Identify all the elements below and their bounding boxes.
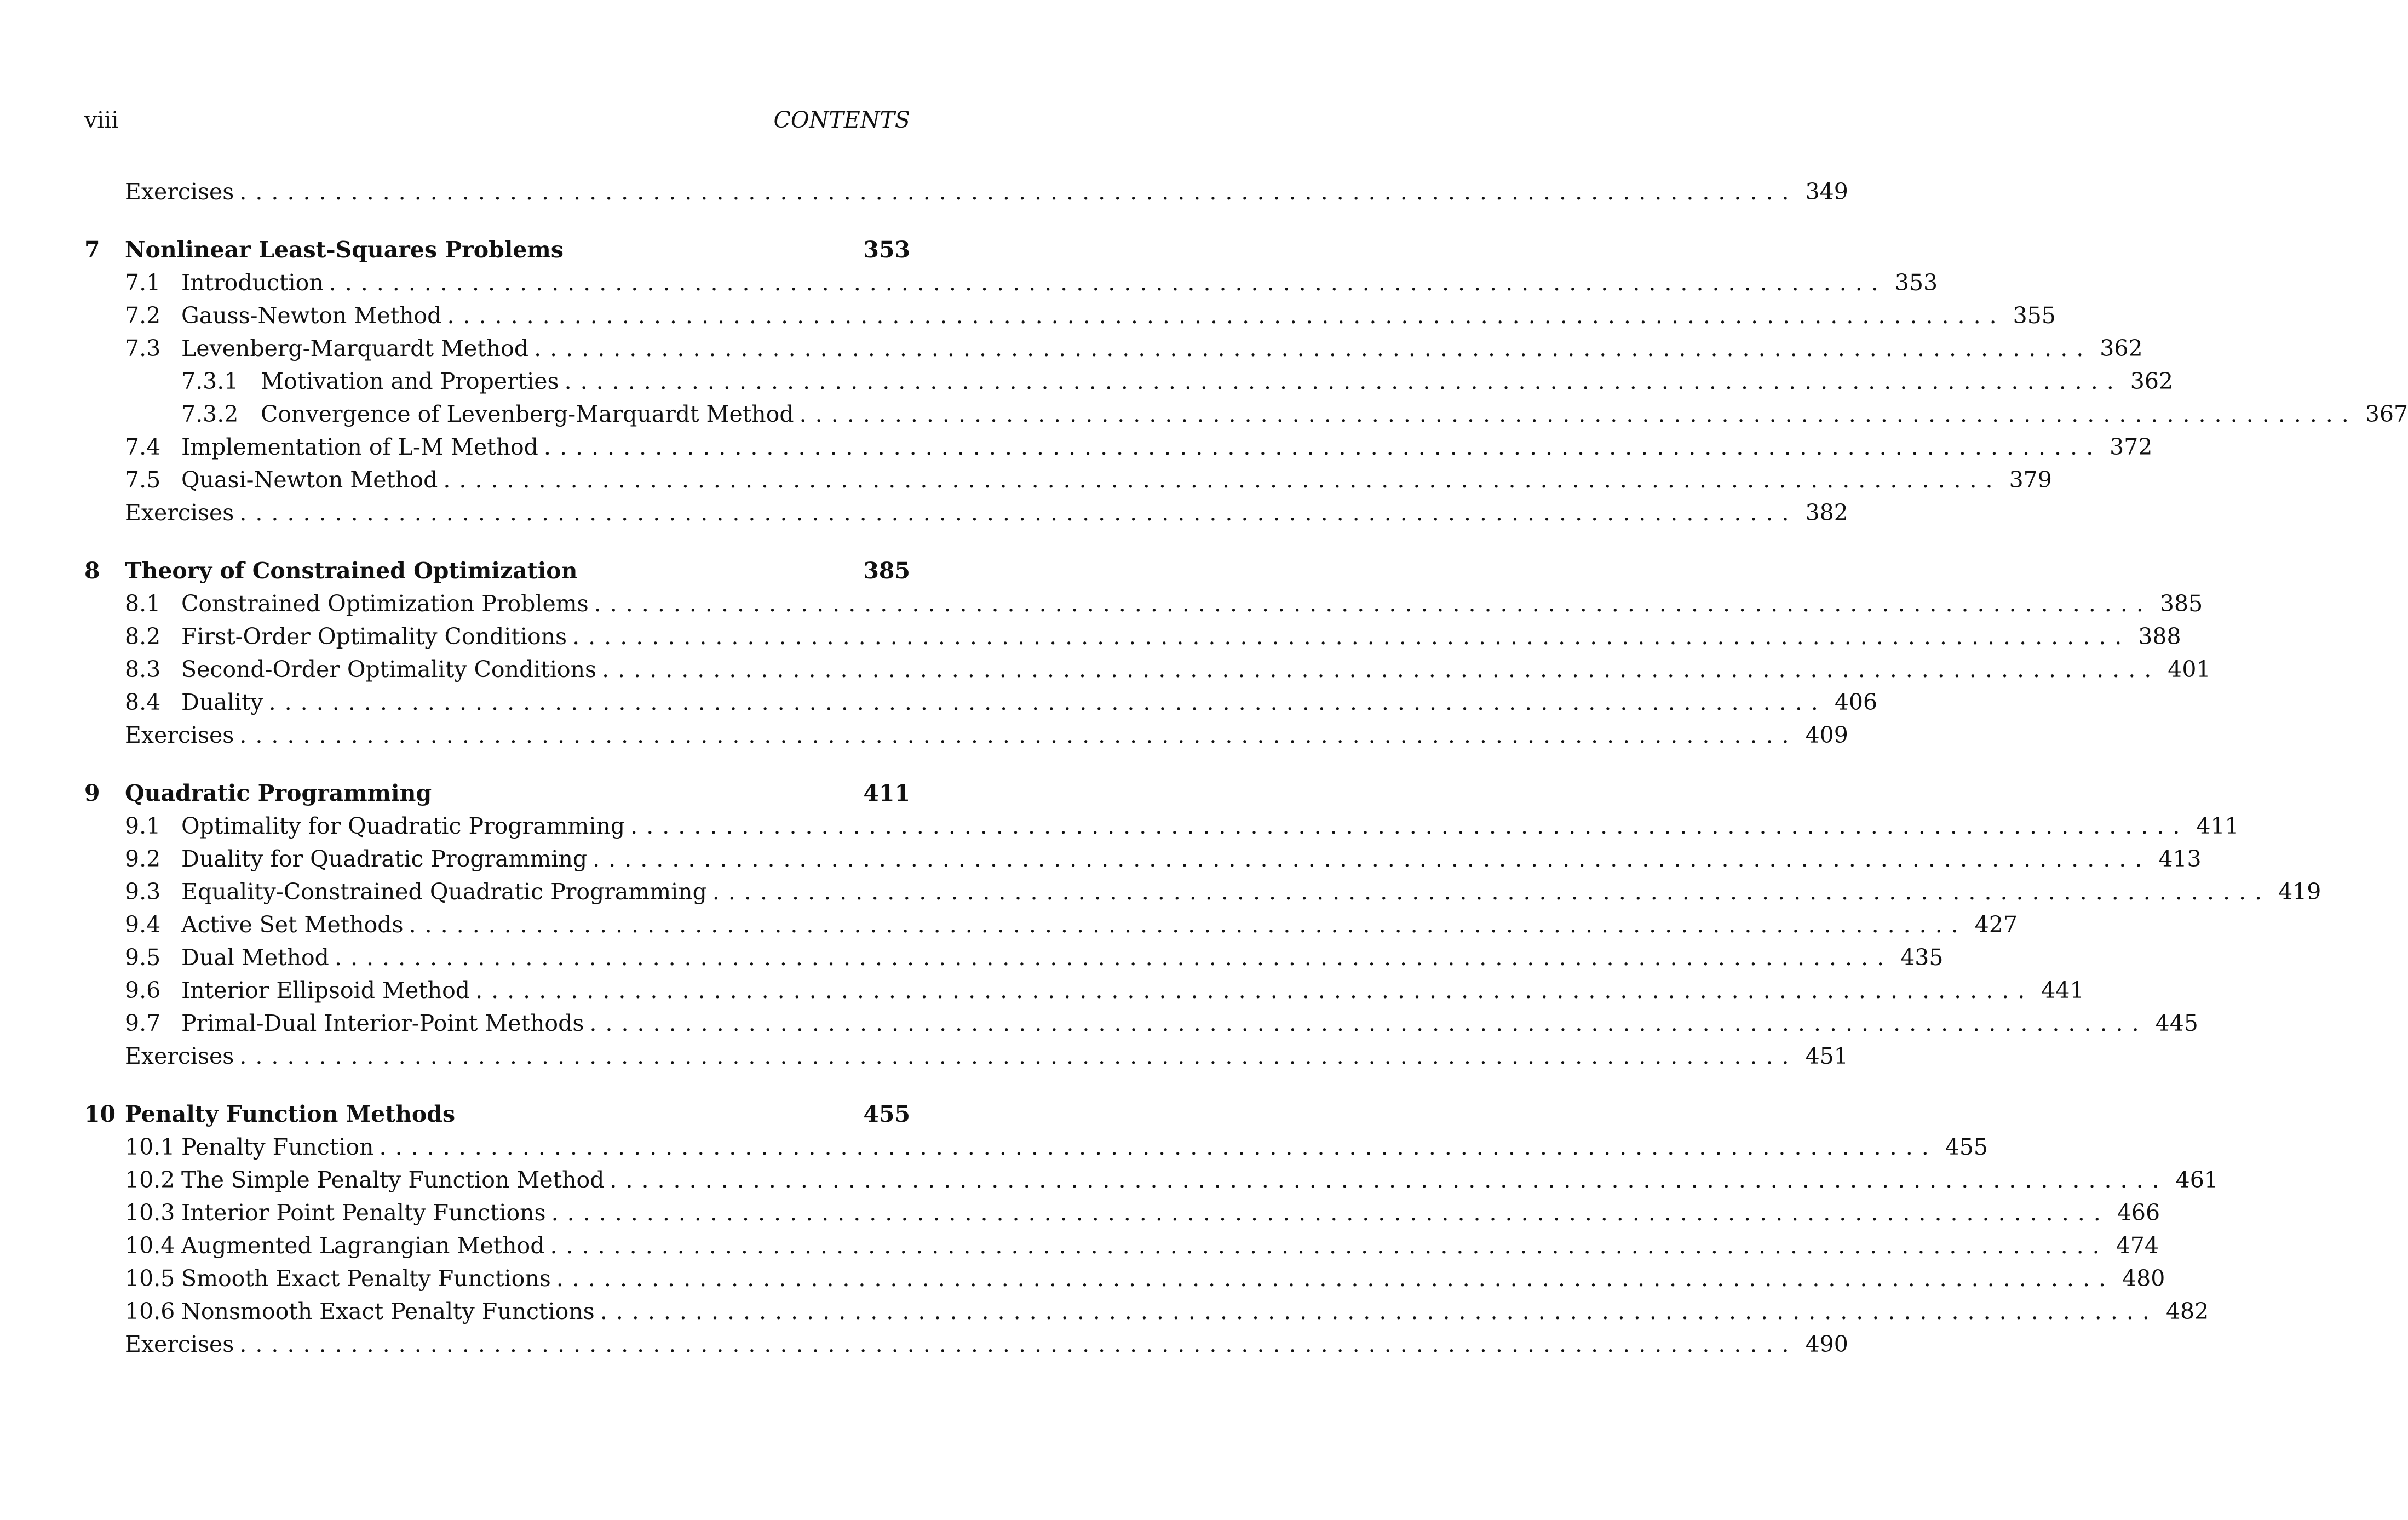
section-number: 8.2 bbox=[125, 623, 161, 650]
dot-leader: .................................................................................................. bbox=[329, 269, 1887, 296]
dot-leader: .................................................................................................. bbox=[799, 401, 2358, 427]
chapter-number: 8 bbox=[84, 558, 100, 584]
toc-page-number: 451 bbox=[1805, 1043, 1848, 1069]
section-title: Primal-Dual Interior-Point Methods bbox=[181, 1007, 589, 1040]
toc-section-7-5 bbox=[84, 463, 2052, 496]
section-title: Equality-Constrained Quadratic Programming bbox=[181, 875, 712, 908]
section-title: Second-Order Optimality Conditions bbox=[181, 653, 602, 686]
toc-chapter-9 bbox=[84, 777, 910, 810]
toc-page-number: 474 bbox=[2116, 1232, 2159, 1259]
toc-chapter-10 bbox=[84, 1098, 910, 1131]
toc-section-10-4 bbox=[84, 1229, 2159, 1262]
page-number: viii bbox=[84, 107, 119, 133]
toc-page-number: 441 bbox=[2041, 977, 2084, 1003]
section-title: Optimality for Quadratic Programming bbox=[181, 810, 630, 842]
dot-leader: .................................................................................................. bbox=[551, 1200, 2110, 1226]
toc-entry-label: Exercises bbox=[125, 719, 239, 752]
toc-section-9-7 bbox=[84, 1007, 2198, 1040]
section-title: First-Order Optimality Conditions bbox=[181, 620, 572, 653]
section-number: 9.2 bbox=[125, 846, 161, 872]
dot-leader: .................................................................................................. bbox=[600, 1298, 2158, 1324]
toc-entry-exercises bbox=[84, 1328, 1848, 1361]
dot-leader: .................................................................................................. bbox=[589, 1010, 2148, 1036]
toc-subsection-7-3-2 bbox=[84, 398, 2408, 431]
section-title: Quasi-Newton Method bbox=[181, 463, 443, 496]
toc-page-number: 362 bbox=[2100, 335, 2143, 362]
chapter-title: Nonlinear Least-Squares Problems bbox=[125, 233, 569, 266]
subsection-number: 7.3.1 bbox=[181, 368, 239, 394]
section-number: 7.1 bbox=[125, 269, 161, 296]
toc-section-8-4 bbox=[84, 686, 1878, 719]
section-number: 9.4 bbox=[125, 911, 161, 938]
toc-page-number: 482 bbox=[2165, 1298, 2209, 1324]
section-title: Levenberg-Marquardt Method bbox=[181, 332, 534, 365]
toc-page-number: 372 bbox=[2110, 434, 2153, 460]
toc-section-9-4 bbox=[84, 908, 2018, 941]
section-number: 10.5 bbox=[125, 1265, 175, 1292]
toc-entry-exercises bbox=[84, 719, 1848, 752]
toc-section-9-1 bbox=[84, 810, 2239, 842]
toc-section-10-6 bbox=[84, 1295, 2209, 1328]
toc-page-number: 411 bbox=[863, 780, 910, 806]
toc-section-7-1 bbox=[84, 266, 1938, 299]
toc-section-7-4 bbox=[84, 431, 2153, 463]
toc-page-number: 367 bbox=[2365, 401, 2408, 427]
section-number: 10.4 bbox=[125, 1232, 175, 1259]
dot-leader: .................................................................................................. bbox=[543, 434, 2102, 460]
toc-section-10-3 bbox=[84, 1196, 2160, 1229]
dot-leader: .................................................................................................. bbox=[239, 722, 1798, 748]
toc-page-number: 435 bbox=[1900, 944, 1944, 971]
toc-section-10-1 bbox=[84, 1131, 1989, 1163]
toc-page-number: 385 bbox=[2159, 590, 2203, 617]
chapter-title: Quadratic Programming bbox=[125, 777, 437, 810]
section-title: Gauss-Newton Method bbox=[181, 299, 447, 332]
section-title: Augmented Lagrangian Method bbox=[181, 1229, 550, 1262]
toc-chapter-7 bbox=[84, 233, 910, 266]
section-title: Penalty Function bbox=[181, 1131, 380, 1163]
chapter-title: Penalty Function Methods bbox=[125, 1098, 461, 1131]
section-title: Implementation of L-M Method bbox=[181, 431, 544, 463]
dot-leader: .................................................................................................. bbox=[447, 302, 2005, 329]
chapter-number: 9 bbox=[84, 780, 100, 806]
toc-page-number: 353 bbox=[1894, 269, 1938, 296]
section-title: Dual Method bbox=[181, 941, 335, 974]
toc-page-number: 466 bbox=[2117, 1200, 2160, 1226]
subsection-number: 7.3.2 bbox=[181, 401, 239, 427]
section-number: 8.4 bbox=[125, 689, 161, 715]
toc-entry-label: Exercises bbox=[125, 496, 239, 529]
section-title: Interior Ellipsoid Method bbox=[181, 974, 475, 1007]
running-title: CONTENTS bbox=[773, 107, 910, 133]
toc-entry-label: Exercises bbox=[125, 175, 239, 208]
section-title: The Simple Penalty Function Method bbox=[181, 1163, 610, 1196]
toc-page-number: 401 bbox=[2168, 656, 2211, 682]
toc-page-number: 409 bbox=[1805, 722, 1848, 748]
section-title: Introduction bbox=[181, 266, 329, 299]
section-number: 7.5 bbox=[125, 467, 161, 493]
toc-section-7-2 bbox=[84, 299, 2056, 332]
toc-page-number: 349 bbox=[1805, 179, 1848, 205]
dot-leader: .................................................................................................. bbox=[409, 911, 1967, 938]
toc-page-number: 411 bbox=[2196, 813, 2239, 839]
dot-leader: .................................................................................................. bbox=[534, 335, 2093, 362]
section-number: 8.3 bbox=[125, 656, 161, 682]
toc-entry-exercises bbox=[84, 1040, 1848, 1072]
toc-section-9-3 bbox=[84, 875, 2321, 908]
dot-leader: .................................................................................................. bbox=[572, 623, 2131, 650]
section-title: Smooth Exact Penalty Functions bbox=[181, 1262, 556, 1295]
toc-section-10-2 bbox=[84, 1163, 2219, 1196]
section-number: 10.2 bbox=[125, 1167, 175, 1193]
chapter-number: 10 bbox=[84, 1101, 116, 1127]
chapter-title: Theory of Constrained Optimization bbox=[125, 554, 583, 587]
section-number: 10.6 bbox=[125, 1298, 175, 1324]
dot-leader: .................................................................................................. bbox=[379, 1134, 1938, 1160]
dot-leader: .................................................................................................. bbox=[593, 846, 2151, 872]
section-number: 7.4 bbox=[125, 434, 161, 460]
toc-entry-exercises bbox=[84, 175, 1848, 208]
toc-entry-label: Exercises bbox=[125, 1328, 239, 1361]
toc-page-number: 379 bbox=[2009, 467, 2052, 493]
dot-leader: .................................................................................................. bbox=[268, 689, 1827, 715]
dot-leader: .................................................................................................. bbox=[594, 590, 2152, 617]
toc-section-8-1 bbox=[84, 587, 2203, 620]
toc-page-number: 355 bbox=[2013, 302, 2056, 329]
toc-section-7-3 bbox=[84, 332, 2143, 365]
toc-page-number: 353 bbox=[863, 237, 910, 263]
toc-page-number: 445 bbox=[2155, 1010, 2198, 1036]
section-title: Nonsmooth Exact Penalty Functions bbox=[181, 1295, 600, 1328]
table-of-contents bbox=[84, 175, 2408, 1361]
toc-entry-exercises bbox=[84, 496, 1848, 529]
chapter-number: 7 bbox=[84, 237, 100, 263]
dot-leader: .................................................................................................. bbox=[630, 813, 2189, 839]
section-title: Duality bbox=[181, 686, 269, 719]
section-number: 9.5 bbox=[125, 944, 161, 971]
dot-leader: .................................................................................................. bbox=[239, 1331, 1798, 1357]
toc-section-8-2 bbox=[84, 620, 2181, 653]
section-number: 9.1 bbox=[125, 813, 161, 839]
dot-leader: .................................................................................................. bbox=[239, 500, 1798, 526]
toc-page-number: 455 bbox=[863, 1101, 910, 1127]
toc-section-9-5 bbox=[84, 941, 1944, 974]
subsection-title: Convergence of Levenberg-Marquardt Method bbox=[261, 398, 800, 431]
toc-page-number: 406 bbox=[1834, 689, 1878, 715]
section-number: 9.7 bbox=[125, 1010, 161, 1036]
toc-entry-label: Exercises bbox=[125, 1040, 239, 1072]
dot-leader: .................................................................................................. bbox=[443, 467, 2002, 493]
section-title: Duality for Quadratic Programming bbox=[181, 842, 593, 875]
section-number: 9.3 bbox=[125, 879, 161, 905]
toc-page-number: 388 bbox=[2138, 623, 2181, 650]
toc-page-number: 413 bbox=[2158, 846, 2202, 872]
toc-page-number: 480 bbox=[2122, 1265, 2165, 1292]
section-title: Interior Point Penalty Functions bbox=[181, 1196, 551, 1229]
dot-leader: .................................................................................................. bbox=[475, 977, 2034, 1003]
section-number: 9.6 bbox=[125, 977, 161, 1003]
toc-page-number: 461 bbox=[2175, 1167, 2219, 1193]
dot-leader: .................................................................................................. bbox=[712, 879, 2271, 905]
toc-page-number: 455 bbox=[1945, 1134, 1989, 1160]
section-number: 7.3 bbox=[125, 335, 161, 362]
toc-section-9-2 bbox=[84, 842, 2202, 875]
section-number: 7.2 bbox=[125, 302, 161, 329]
toc-page-number: 362 bbox=[2130, 368, 2174, 394]
section-number: 8.1 bbox=[125, 590, 161, 617]
toc-page-number: 427 bbox=[1974, 911, 2018, 938]
dot-leader: .................................................................................................. bbox=[239, 1043, 1798, 1069]
dot-leader: .................................................................................................. bbox=[239, 179, 1798, 205]
toc-page-number: 385 bbox=[863, 558, 910, 584]
subsection-title: Motivation and Properties bbox=[261, 365, 565, 398]
toc-page-number: 490 bbox=[1805, 1331, 1848, 1357]
dot-leader: .................................................................................................. bbox=[556, 1265, 2115, 1292]
section-title: Constrained Optimization Problems bbox=[181, 587, 594, 620]
running-head bbox=[84, 106, 910, 134]
section-title: Active Set Methods bbox=[181, 908, 409, 941]
toc-page-number: 382 bbox=[1805, 500, 1848, 526]
dot-leader: .................................................................................................. bbox=[334, 944, 1893, 971]
section-number: 10.1 bbox=[125, 1134, 175, 1160]
toc-section-8-3 bbox=[84, 653, 2211, 686]
section-number: 10.3 bbox=[125, 1200, 175, 1226]
toc-page-number: 419 bbox=[2278, 879, 2321, 905]
dot-leader: .................................................................................................. bbox=[564, 368, 2123, 394]
toc-subsection-7-3-1 bbox=[84, 365, 2174, 398]
toc-section-10-5 bbox=[84, 1262, 2165, 1295]
toc-section-9-6 bbox=[84, 974, 2084, 1007]
toc-chapter-8 bbox=[84, 554, 910, 587]
dot-leader: .................................................................................................. bbox=[602, 656, 2160, 682]
dot-leader: .................................................................................................. bbox=[610, 1167, 2168, 1193]
dot-leader: .................................................................................................. bbox=[550, 1232, 2108, 1259]
